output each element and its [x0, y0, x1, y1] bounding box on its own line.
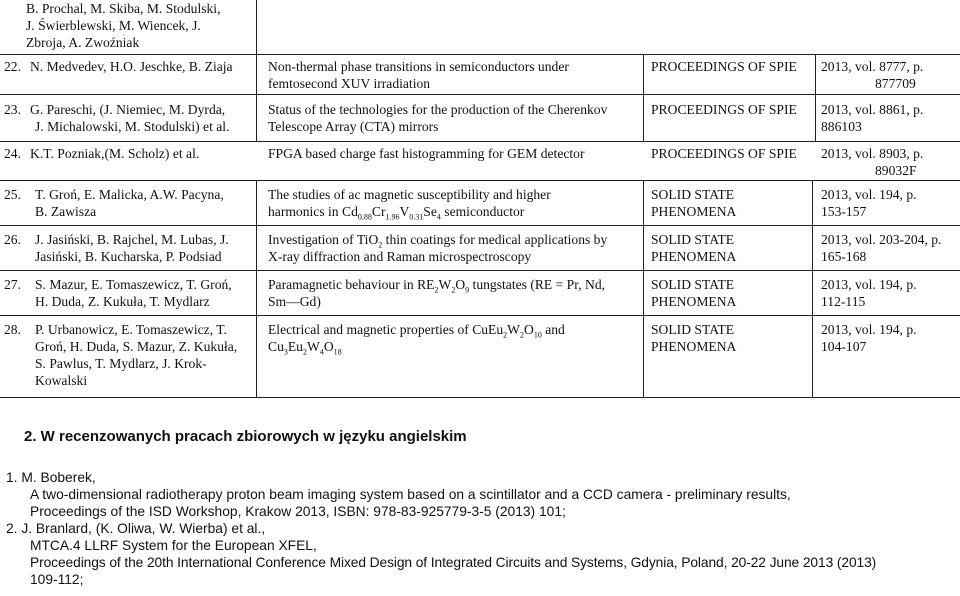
title-cell: Status of the technologies for the production of the Cherenkov [268, 102, 608, 117]
volume-cell: 104-107 [821, 339, 867, 354]
row-divider [0, 54, 960, 55]
title-cell: $Cu_3Eu_2W_4O_{18}$ [268, 339, 342, 357]
reference-line: 109-112; [30, 572, 84, 587]
journal-cell: SOLID STATE [651, 322, 735, 337]
authors-cell: T. Groń, E. Malicka, A.W. Pacyna, [35, 187, 224, 202]
authors-cell: G. Pareschi, (J. Niemiec, M. Dyrda, [30, 102, 226, 117]
volume-cell: 2013, vol. 194, p. [821, 277, 917, 292]
authors-cell: B. Zawisza [35, 204, 97, 219]
volume-cell: 2013, vol. 8861, p. [821, 102, 924, 117]
journal-cell: PROCEEDINGS OF SPIE [651, 146, 797, 161]
row-divider [0, 397, 960, 398]
col-divider [812, 180, 813, 397]
authors-cell: Groń, H. Duda, S. Mazur, Z. Kukuła, [35, 339, 238, 354]
entry-number: 24. [4, 146, 21, 161]
authors-cell: H. Duda, Z. Kukuła, T. Mydlarz [35, 294, 210, 309]
volume-cell: 2013, vol. 8777, p. [821, 59, 924, 74]
title-cell: The studies of ac magnetic susceptibility and higher [268, 187, 551, 202]
journal-cell: PHENOMENA [651, 249, 737, 264]
title-cell: femtosecond XUV irradiation [268, 76, 431, 91]
authors-cell: Jasiński, B. Kucharska, P. Podsiad [35, 249, 222, 264]
volume-cell: 89032F [875, 163, 917, 178]
col-divider [815, 54, 816, 141]
authors-cell: Kowalski [35, 373, 88, 388]
volume-cell: 886103 [821, 119, 862, 134]
col-divider [643, 180, 644, 397]
authors-cell: J. Świerblewski, M. Wiencek, J. [26, 18, 201, 33]
volume-cell: 2013, vol. 194, p. [821, 322, 917, 337]
entry-number: 25. [4, 187, 21, 202]
volume-cell: 165-168 [821, 249, 867, 264]
title-cell: harmonics in $Cd_{0.88}Cr_{1.96}V_{0.31}Se_4$ semiconductor [268, 204, 525, 222]
volume-cell: 2013, vol. 203-204, p. [821, 232, 942, 247]
authors-cell: S. Mazur, E. Tomaszewicz, T. Groń, [35, 277, 232, 292]
entry-number: 26. [4, 232, 21, 247]
volume-cell: 2013, vol. 194, p. [821, 187, 917, 202]
volume-cell: 877709 [875, 76, 916, 91]
authors-cell: J. Jasiński, B. Rajchel, M. Lubas, J. [35, 232, 229, 247]
row-divider [0, 141, 960, 142]
journal-cell: SOLID STATE [651, 277, 735, 292]
title-cell: Electrical and magnetic properties of $CuEu_2W_2O_{10}$ and [268, 322, 565, 340]
row-divider [0, 180, 960, 181]
reference-line: Proceedings of the ISD Workshop, Krakow 2013, ISBN: 978-83-925779-3-5 (2013) 101; [30, 504, 566, 519]
title-cell: X-ray diffraction and Raman microspectroscopy [268, 249, 532, 264]
title-cell: Paramagnetic behaviour in $RE_2W_2O_9$ tungstates (RE = Pr, Nd, [268, 277, 606, 295]
journal-cell: PHENOMENA [651, 204, 737, 219]
col-divider [256, 180, 257, 397]
journal-cell: SOLID STATE [651, 187, 735, 202]
authors-cell: J. Michalowski, M. Stodulski) et al. [35, 119, 230, 134]
authors-cell: B. Prochal, M. Skiba, M. Stodulski, [26, 1, 221, 16]
journal-cell: SOLID STATE [651, 232, 735, 247]
row-divider [0, 270, 960, 271]
journal-cell: PROCEEDINGS OF SPIE [651, 102, 797, 117]
authors-cell: Zbroja, A. Zwoźniak [26, 35, 140, 50]
authors-cell: N. Medvedev, H.O. Jeschke, B. Ziaja [30, 59, 233, 74]
reference-line: Proceedings of the 20th International Conference Mixed Design of Integrated Circuits and Systems, Gdynia, Poland, 20-22 June 2013 (2013) [30, 555, 877, 570]
volume-cell: 2013, vol. 8903, p. [821, 146, 924, 161]
authors-cell: K.T. Pozniak,(M. Scholz) et al. [30, 146, 200, 161]
section-heading: 2. W recenzowanych pracach zbiorowych w języku angielskim [24, 428, 467, 445]
col-divider [256, 0, 257, 141]
reference-line: MTCA.4 LLRF System for the European XFEL, [30, 538, 317, 553]
reference-header: 1. M. Boberek, [6, 470, 96, 485]
title-cell: FPGA based charge fast histogramming for GEM detector [268, 146, 585, 161]
volume-cell: 112-115 [821, 294, 866, 309]
row-divider [0, 94, 960, 95]
entry-number: 22. [4, 59, 21, 74]
title-cell: Sm—Gd) [268, 294, 321, 309]
row-divider [0, 315, 960, 316]
journal-cell: PHENOMENA [651, 294, 737, 309]
authors-cell: P. Urbanowicz, E. Tomaszewicz, T. [35, 322, 227, 337]
authors-cell: S. Pawlus, T. Mydlarz, J. Krok- [35, 356, 207, 371]
entry-number: 27. [4, 277, 21, 292]
title-cell: Telescope Array (CTA) mirrors [268, 119, 439, 134]
reference-header: 2. J. Branlard, (K. Oliwa, W. Wierba) et al., [6, 521, 266, 536]
title-cell: Investigation of TiO$_2$ thin coatings for medical applications by [268, 232, 608, 250]
reference-line: A two-dimensional radiotherapy proton beam imaging system based on a scintillator and a CCD camera - preliminary results, [30, 487, 791, 502]
journal-cell: PHENOMENA [651, 339, 737, 354]
volume-cell: 153-157 [821, 204, 867, 219]
row-divider [0, 225, 960, 226]
col-divider [643, 54, 644, 141]
entry-number: 23. [4, 102, 21, 117]
entry-number: 28. [4, 322, 21, 337]
title-cell: Non-thermal phase transitions in semiconductors under [268, 59, 569, 74]
journal-cell: PROCEEDINGS OF SPIE [651, 59, 797, 74]
